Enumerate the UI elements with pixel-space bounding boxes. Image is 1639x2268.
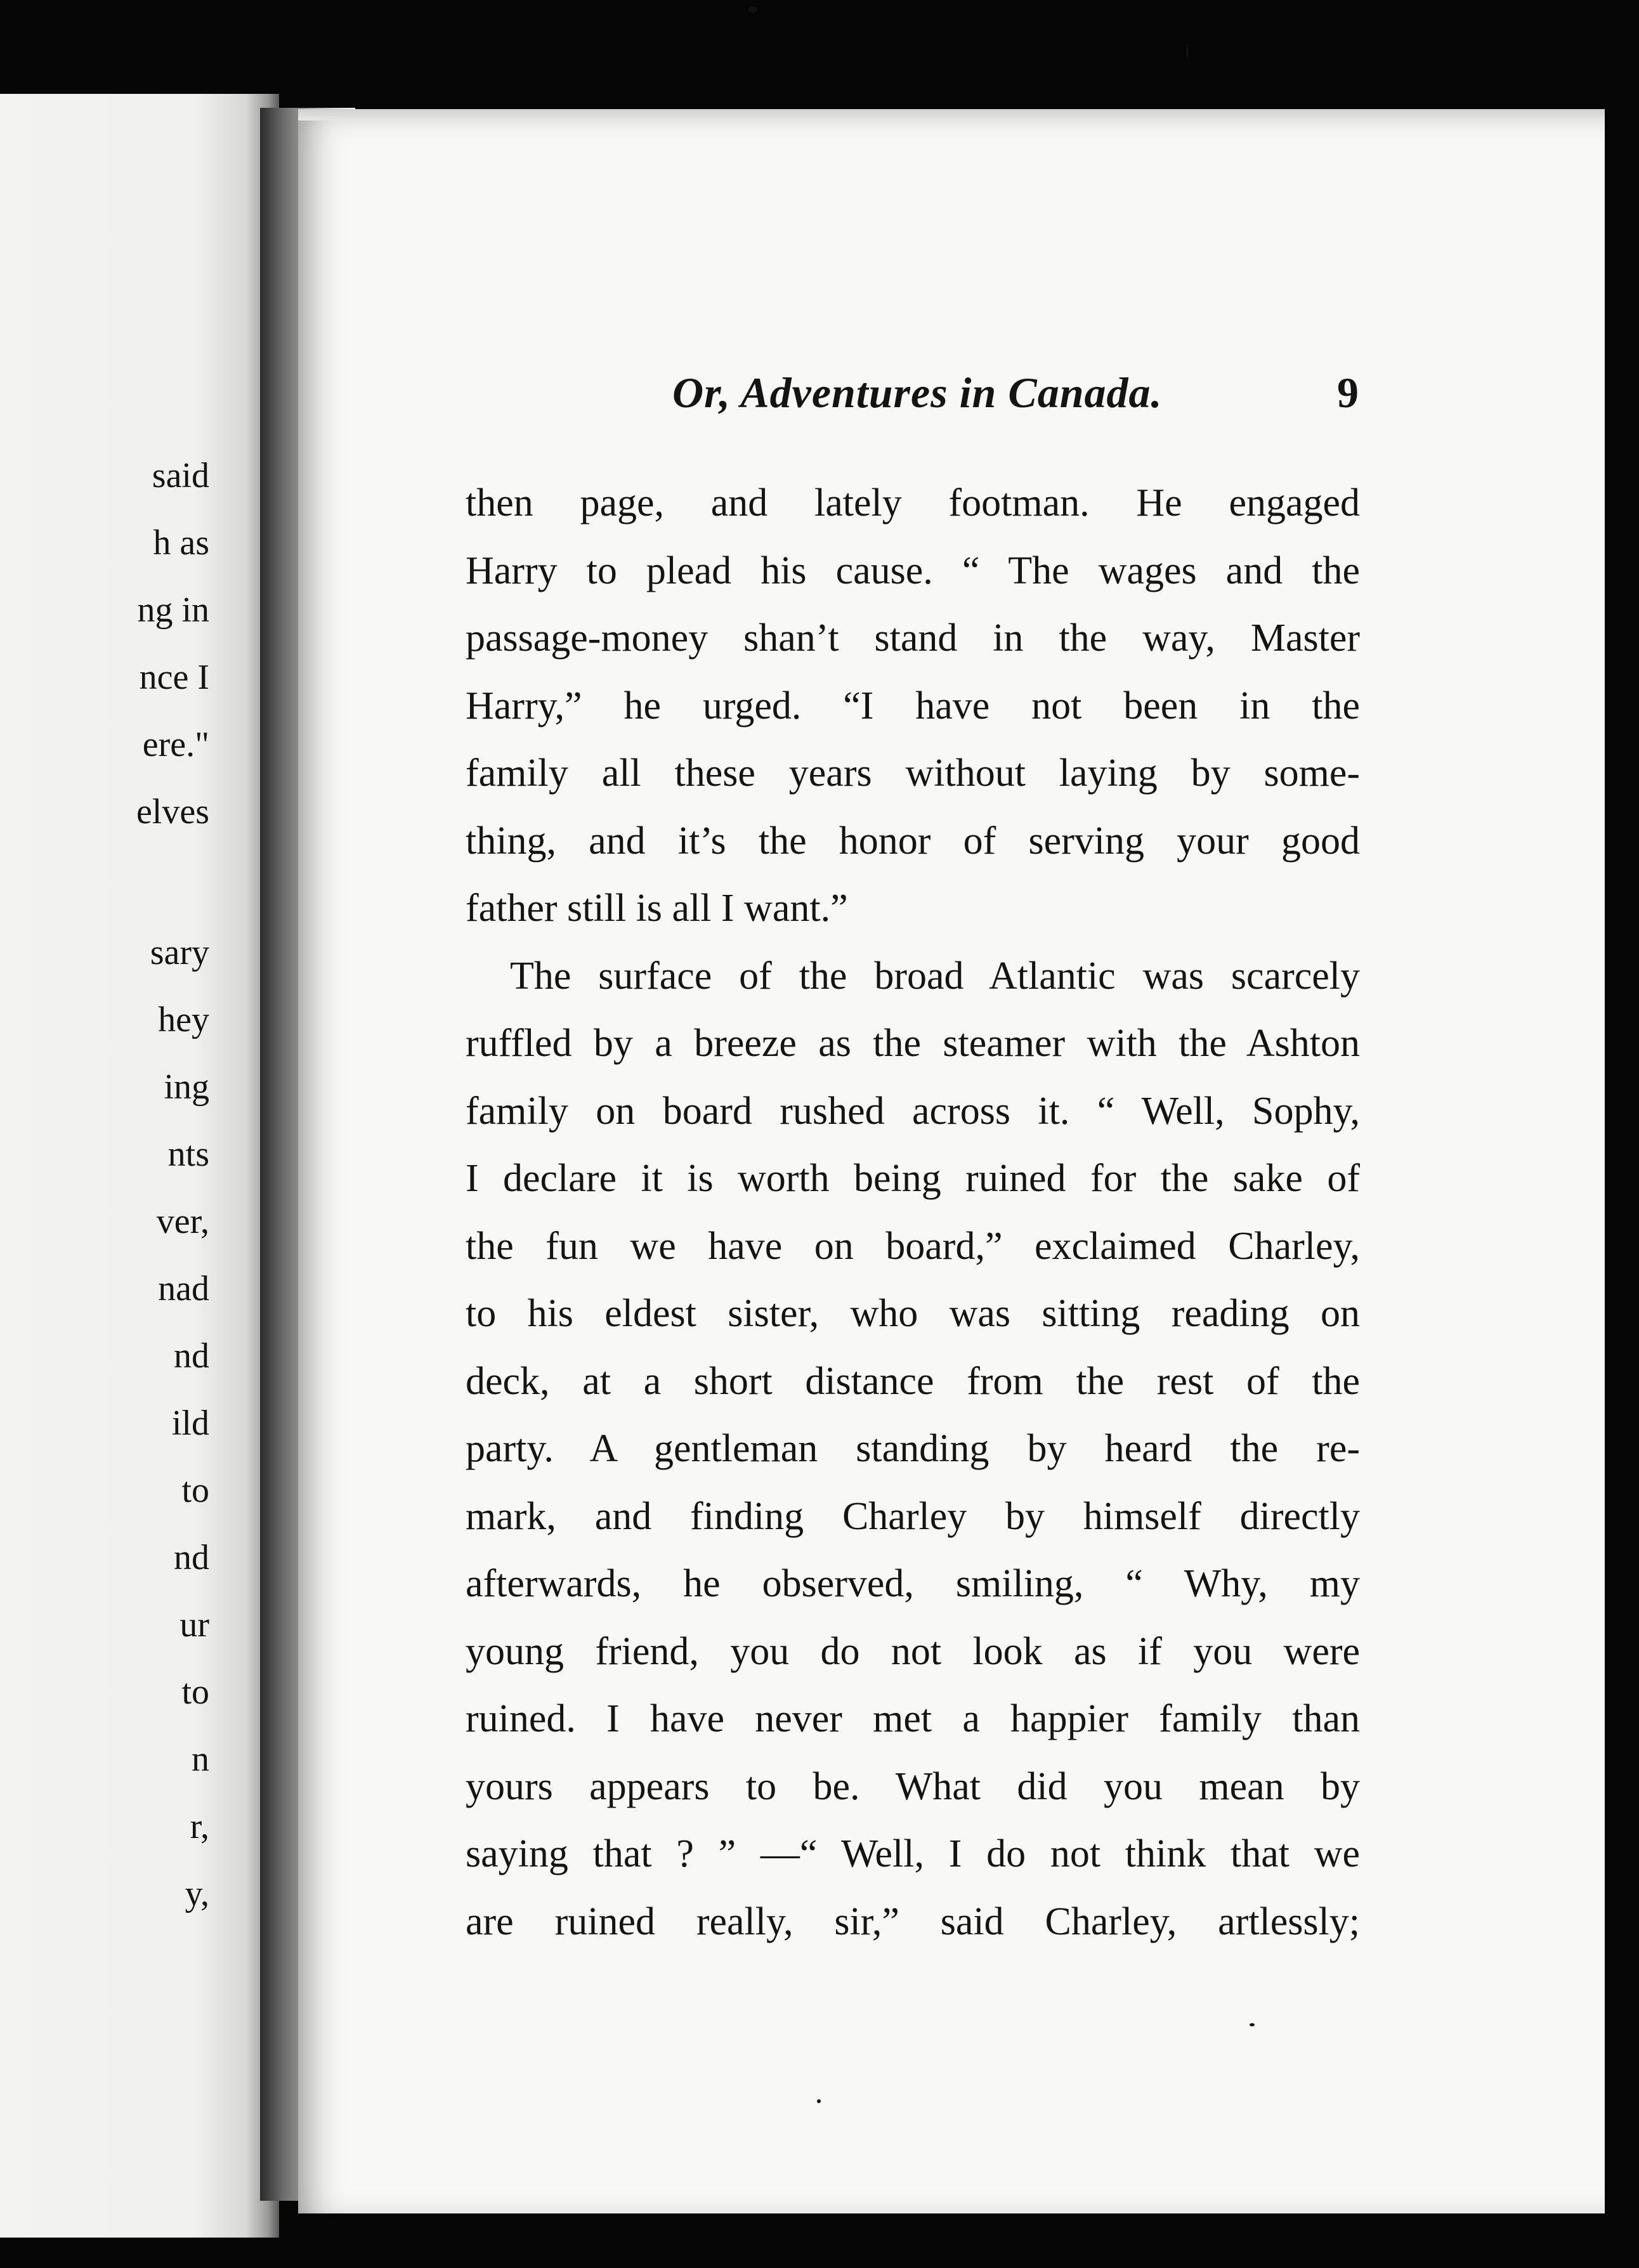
left-line: ur — [180, 1605, 209, 1645]
text-line: the fun we have on board,” exclaimed Charley, — [466, 1224, 1360, 1268]
text-line: to his eldest sister, who was sitting reading on — [466, 1292, 1360, 1335]
running-title: Or, Adventures in Canada. — [672, 368, 1163, 417]
text-line: young friend, you do not look as if you were — [466, 1629, 1360, 1673]
left-line: nd — [174, 1538, 209, 1577]
left-line: ver, — [156, 1202, 209, 1241]
left-line: h as — [153, 523, 209, 563]
text-line: deck, at a short distance from the rest of the — [466, 1359, 1360, 1403]
scan-speck — [748, 6, 757, 13]
scan-speck — [1250, 2023, 1255, 2026]
text-line: I declare it is worth being ruined for the sake of — [466, 1157, 1360, 1200]
text-line: then page, and lately footman. He engaged — [466, 481, 1360, 525]
left-line: y, — [185, 1874, 209, 1913]
left-line: to — [181, 1471, 209, 1510]
page-number: 9 — [1337, 368, 1359, 417]
text-line: family on board rushed across it. “ Well, Sophy, — [466, 1089, 1360, 1133]
text-line: father still is all I want.” — [466, 887, 848, 930]
scan-speck — [1186, 44, 1189, 58]
text-line: Harry,” he urged. “I have not been in the — [466, 684, 1360, 727]
text-line: mark, and finding Charley by himself directly — [466, 1494, 1360, 1538]
text-line: family all these years without laying by some- — [466, 752, 1360, 795]
text-line: are ruined really, sir,” said Charley, artlessly; — [466, 1900, 1360, 1943]
left-line: nad — [158, 1269, 209, 1308]
text-line: party. A gentleman standing by heard the re- — [466, 1427, 1360, 1470]
left-line: ere." — [142, 725, 209, 764]
left-line: to — [181, 1672, 209, 1712]
left-line: elves — [136, 792, 209, 831]
body-text — [466, 469, 1360, 1955]
left-line: nd — [174, 1336, 209, 1376]
left-page-text — [0, 94, 279, 2238]
left-line: nce I — [139, 658, 209, 697]
text-line: yours appears to be. What did you mean by — [466, 1764, 1360, 1808]
left-line: ing — [164, 1067, 209, 1107]
left-line: hey — [158, 1000, 209, 1040]
text-line: afterwards, he observed, smiling, “ Why, my — [466, 1562, 1360, 1605]
left-line: said — [152, 456, 209, 495]
text-line: Harry to plead his cause. “ The wages and the — [466, 549, 1360, 592]
scan-speck — [817, 2099, 821, 2103]
text-line: ruffled by a breeze as the steamer with the Ashton — [466, 1022, 1360, 1065]
left-page — [0, 94, 279, 2238]
text-line: ruined. I have never met a happier family than — [466, 1697, 1360, 1740]
text-line: passage-money shan’t stand in the way, Master — [466, 616, 1360, 660]
left-line: nts — [167, 1135, 209, 1174]
left-line: r, — [190, 1807, 209, 1846]
left-line: ild — [171, 1404, 209, 1443]
text-line: saying that ? ” —“ Well, I do not think that we — [466, 1832, 1360, 1875]
left-line: n — [192, 1740, 209, 1779]
left-line: sary — [150, 933, 209, 972]
text-line: thing, and it’s the honor of serving your good — [466, 819, 1360, 863]
text-line: The surface of the broad Atlantic was scarcely — [510, 954, 1360, 998]
left-line: ng in — [137, 590, 209, 630]
